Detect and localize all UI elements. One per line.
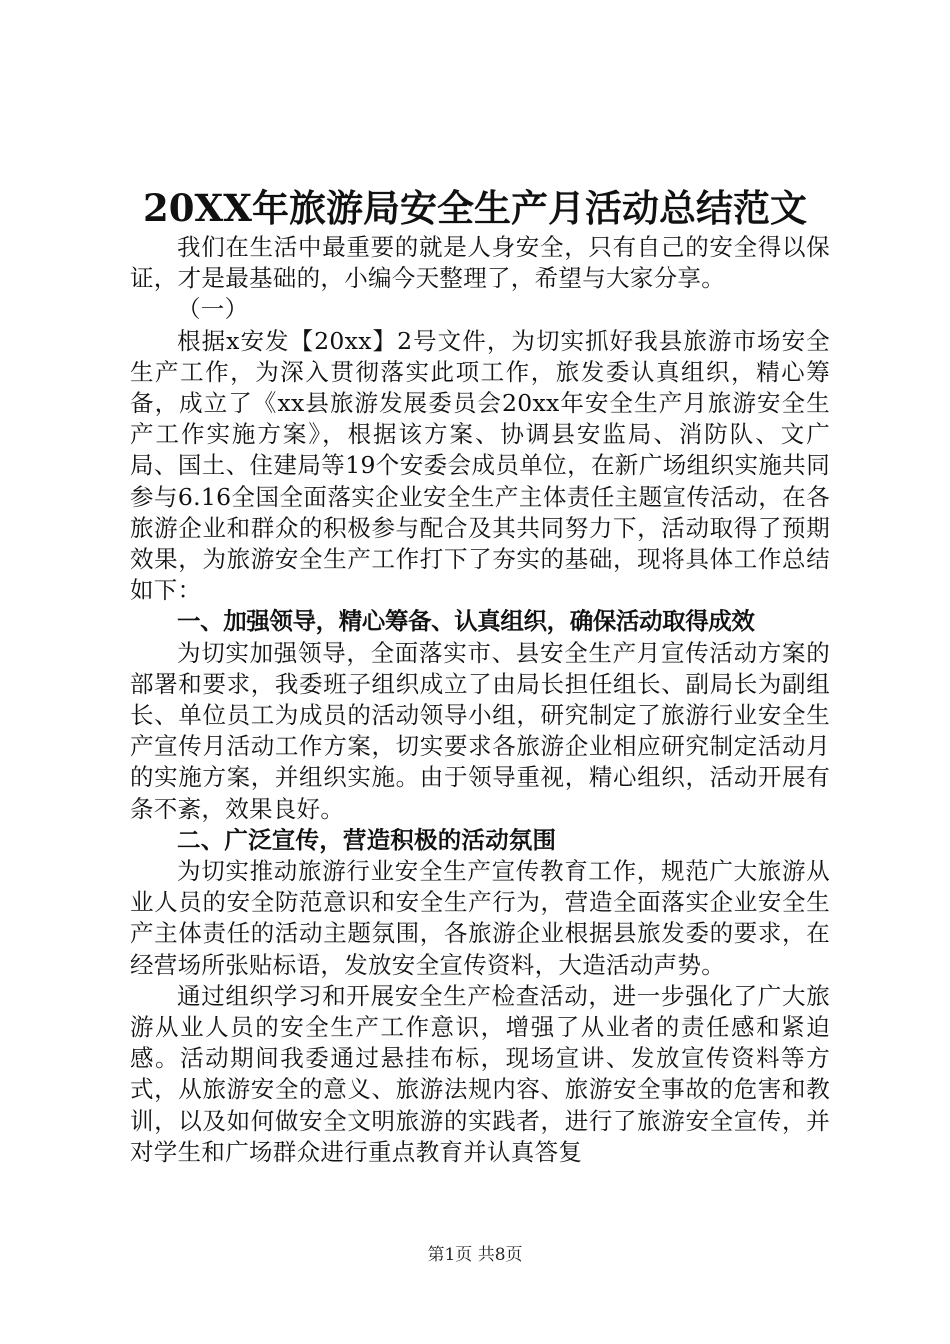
- document-body: [130, 232, 830, 1168]
- body-paragraph: 为切实推动旅游行业安全生产宣传教育工作，规范广大旅游从业人员的安全防范意识和安全生产行为，营造全面落实企业安全生产主体责任的活动主题氛围，各旅游企业根据县旅发委的要求，在经营场所张贴标语，发放安全宣传资料，大造活动声势。: [130, 857, 830, 979]
- body-paragraph: 根据x安发【20xx】2号文件，为切实抓好我县旅游市场安全生产工作，为深入贯彻落实此项工作，旅发委认真组织，精心筹备，成立了《xx县旅游发展委员会20xx年安全生产月旅游安全生产工作实施方案》，根据该方案、协调县安监局、消防队、文广局、国土、住建局等19个安委会成员单位，在新广场组织实施共同参与6.16全国全面落实企业安全生产主体责任主题宣传活动，在各旅游企业和群众的积极参与配合及其共同努力下，活动取得了预期效果，为旅游安全生产工作打下了夯实的基础，现将具体工作总结如下：: [130, 326, 830, 605]
- body-paragraph: 通过组织学习和开展安全生产检查活动，进一步强化了广大旅游从业人员的安全生产工作意识，增强了从业者的责任感和紧迫感。活动期间我委通过悬挂布标，现场宣讲、发放宣传资料等方式，从旅游安全的意义、旅游法规内容、旅游安全事故的危害和教训，以及如何做安全文明旅游的实践者，进行了旅游安全宣传，并对学生和广场群众进行重点教育并认真答复: [130, 981, 830, 1166]
- page-footer: 第1页 共8页: [427, 1245, 523, 1265]
- body-paragraph: 为切实加强领导，全面落实市、县安全生产月宣传活动方案的部署和要求，我委班子组织成立了由局长担任组长、副局长为副组长、单位员工为成员的活动领导小组，研究制定了旅游行业安全生产宣传月活动工作方案，切实要求各旅游企业相应研究制定活动月的实施方案，并组织实施。由于领导重视，精心组织，活动开展有条不紊，效果良好。: [130, 638, 830, 823]
- intro-paragraph: 我们在生活中最重要的就是人身安全，只有自己的安全得以保证，才是最基础的，小编今天整理了，希望与大家分享。: [130, 233, 830, 293]
- section-heading: 一、加强领导，精心筹备、认真组织，确保活动取得成效: [177, 607, 755, 636]
- document-title: 20XX年旅游局安全生产月活动总结范文: [143, 186, 807, 230]
- section-heading: 二、广泛宣传，营造积极的活动氛围: [177, 825, 557, 854]
- section-marker: （一）: [177, 295, 249, 324]
